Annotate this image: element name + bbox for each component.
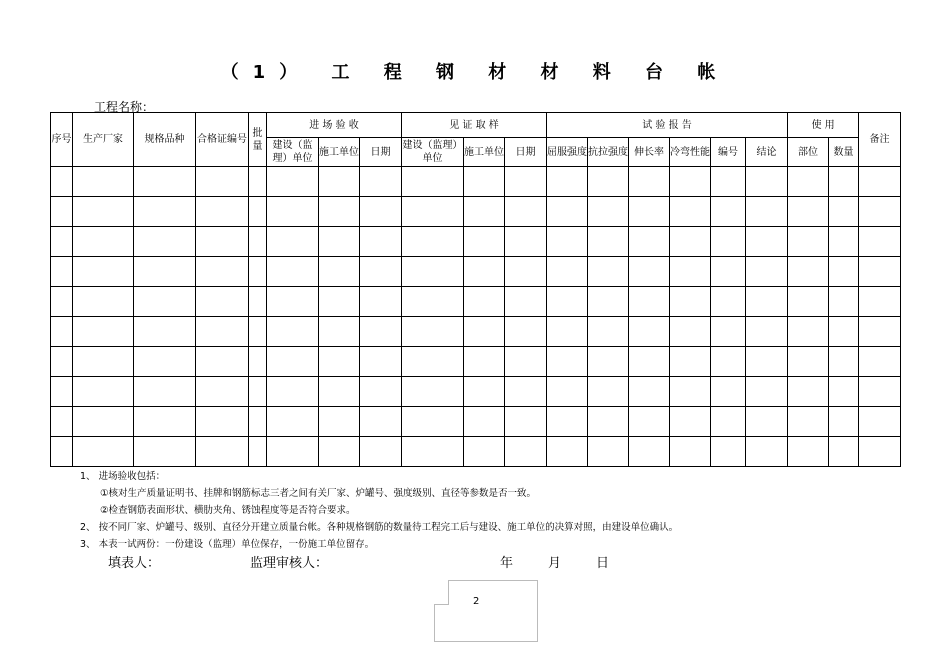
table-cell[interactable] bbox=[319, 377, 360, 407]
table-cell[interactable] bbox=[196, 347, 249, 377]
table-cell[interactable] bbox=[249, 377, 267, 407]
table-cell[interactable] bbox=[134, 287, 196, 317]
table-cell[interactable] bbox=[670, 287, 711, 317]
table-cell[interactable] bbox=[746, 377, 788, 407]
header-entry-date: 日期 bbox=[360, 138, 402, 167]
table-cell[interactable] bbox=[360, 257, 402, 287]
table-cell[interactable] bbox=[547, 197, 588, 227]
table-cell[interactable] bbox=[51, 197, 73, 227]
table-cell[interactable] bbox=[267, 377, 319, 407]
header-cold-bend: 冷弯性能 bbox=[670, 138, 711, 167]
table-cell[interactable] bbox=[464, 377, 505, 407]
table-cell[interactable] bbox=[711, 197, 746, 227]
table-cell[interactable] bbox=[196, 257, 249, 287]
table-cell[interactable] bbox=[859, 167, 901, 197]
table-cell[interactable] bbox=[196, 377, 249, 407]
table-cell[interactable] bbox=[588, 317, 629, 347]
filler-label: 填表人： bbox=[108, 556, 161, 571]
table-cell[interactable] bbox=[267, 437, 319, 467]
table-cell[interactable] bbox=[859, 377, 901, 407]
table-cell[interactable] bbox=[547, 257, 588, 287]
note-item: ①核对生产质量证明书、挂牌和钢筋标志三者之间有关厂家、炉罐号、强度级别、直径等参数是否一致。 bbox=[100, 488, 537, 499]
table-cell[interactable] bbox=[360, 377, 402, 407]
table-cell[interactable] bbox=[859, 287, 901, 317]
table-cell[interactable] bbox=[629, 167, 670, 197]
table-cell[interactable] bbox=[629, 437, 670, 467]
table-cell[interactable] bbox=[670, 257, 711, 287]
table-cell[interactable] bbox=[402, 437, 464, 467]
table-cell[interactable] bbox=[711, 167, 746, 197]
header-cert: 合格证编号 bbox=[196, 113, 249, 167]
table-cell[interactable] bbox=[505, 167, 547, 197]
table-cell[interactable] bbox=[196, 287, 249, 317]
table-cell[interactable] bbox=[73, 407, 134, 437]
table-row bbox=[51, 197, 901, 227]
table-cell[interactable] bbox=[670, 197, 711, 227]
ledger-body bbox=[51, 167, 901, 467]
table-cell[interactable] bbox=[788, 197, 829, 227]
table-cell[interactable] bbox=[360, 317, 402, 347]
table-cell[interactable] bbox=[829, 287, 859, 317]
month-label: 月 bbox=[548, 556, 562, 571]
table-cell[interactable] bbox=[51, 167, 73, 197]
table-cell[interactable] bbox=[670, 377, 711, 407]
table-cell[interactable] bbox=[464, 167, 505, 197]
note-item: 2、 按不同厂家、炉罐号、级别、直径分开建立质量台帐。各种规格钢筋的数量待工程完工后与建设、施工单位的决算对照，由建设单位确认。 bbox=[80, 522, 679, 533]
reviewer-label: 监理审核人： bbox=[250, 556, 329, 571]
table-cell[interactable] bbox=[788, 377, 829, 407]
table-cell[interactable] bbox=[746, 347, 788, 377]
header-usage-location: 部位 bbox=[788, 138, 829, 167]
table-cell[interactable] bbox=[588, 257, 629, 287]
table-cell[interactable] bbox=[51, 407, 73, 437]
table-cell[interactable] bbox=[711, 437, 746, 467]
table-cell[interactable] bbox=[196, 197, 249, 227]
table-cell[interactable] bbox=[547, 437, 588, 467]
page-number-box bbox=[434, 580, 538, 642]
table-row bbox=[51, 317, 901, 347]
table-cell[interactable] bbox=[588, 437, 629, 467]
header-yield-strength: 屈服强度 bbox=[547, 138, 588, 167]
table-cell[interactable] bbox=[505, 407, 547, 437]
table-cell[interactable] bbox=[746, 437, 788, 467]
header-usage-group: 使 用 bbox=[788, 113, 859, 138]
table-cell[interactable] bbox=[629, 287, 670, 317]
header-witness-supervisor: 建设（监理）单位 bbox=[402, 138, 464, 167]
table-cell[interactable] bbox=[829, 197, 859, 227]
page-title: （1） 工 程 钢 材 材 料 台 帐 bbox=[220, 62, 730, 83]
table-cell[interactable] bbox=[829, 407, 859, 437]
table-cell[interactable] bbox=[829, 347, 859, 377]
table-cell[interactable] bbox=[319, 287, 360, 317]
table-cell[interactable] bbox=[319, 347, 360, 377]
table-cell[interactable] bbox=[134, 167, 196, 197]
table-cell[interactable] bbox=[73, 347, 134, 377]
table-cell[interactable] bbox=[196, 317, 249, 347]
table-cell[interactable] bbox=[402, 287, 464, 317]
table-cell[interactable] bbox=[319, 437, 360, 467]
table-cell[interactable] bbox=[73, 287, 134, 317]
table-cell[interactable] bbox=[629, 197, 670, 227]
table-cell[interactable] bbox=[73, 197, 134, 227]
table-cell[interactable] bbox=[829, 227, 859, 257]
table-cell[interactable] bbox=[505, 257, 547, 287]
table-row bbox=[51, 227, 901, 257]
table-cell[interactable] bbox=[711, 317, 746, 347]
table-cell[interactable] bbox=[464, 437, 505, 467]
table-cell[interactable] bbox=[788, 167, 829, 197]
table-cell[interactable] bbox=[402, 407, 464, 437]
table-cell[interactable] bbox=[360, 287, 402, 317]
table-cell[interactable] bbox=[746, 287, 788, 317]
table-cell[interactable] bbox=[73, 437, 134, 467]
table-cell[interactable] bbox=[134, 257, 196, 287]
year-label: 年 bbox=[500, 556, 514, 571]
table-cell[interactable] bbox=[859, 437, 901, 467]
header-test-group: 试 验 报 告 bbox=[547, 113, 788, 138]
table-cell[interactable] bbox=[360, 347, 402, 377]
table-cell[interactable] bbox=[746, 257, 788, 287]
table-cell[interactable] bbox=[464, 287, 505, 317]
table-cell[interactable] bbox=[505, 317, 547, 347]
table-cell[interactable] bbox=[547, 407, 588, 437]
table-cell[interactable] bbox=[267, 347, 319, 377]
table-cell[interactable] bbox=[711, 257, 746, 287]
table-cell[interactable] bbox=[788, 287, 829, 317]
table-cell[interactable] bbox=[51, 257, 73, 287]
header-entry-contractor: 施工单位 bbox=[319, 138, 360, 167]
table-cell[interactable] bbox=[249, 197, 267, 227]
table-cell[interactable] bbox=[746, 197, 788, 227]
table-cell[interactable] bbox=[402, 347, 464, 377]
table-cell[interactable] bbox=[51, 347, 73, 377]
header-entry-supervisor: 建设（监理）单位 bbox=[267, 138, 319, 167]
table-cell[interactable] bbox=[588, 377, 629, 407]
header-usage-quantity: 数量 bbox=[829, 138, 859, 167]
table-row bbox=[51, 377, 901, 407]
table-cell[interactable] bbox=[319, 167, 360, 197]
table-cell[interactable] bbox=[829, 167, 859, 197]
table-cell[interactable] bbox=[505, 347, 547, 377]
header-report-number: 编号 bbox=[711, 138, 746, 167]
table-row bbox=[51, 407, 901, 437]
table-cell[interactable] bbox=[319, 317, 360, 347]
table-cell[interactable] bbox=[788, 227, 829, 257]
table-cell[interactable] bbox=[360, 227, 402, 257]
table-cell[interactable] bbox=[829, 377, 859, 407]
table-cell[interactable] bbox=[73, 167, 134, 197]
table-cell[interactable] bbox=[547, 377, 588, 407]
table-cell[interactable] bbox=[829, 437, 859, 467]
header-entry-group: 进 场 验 收 bbox=[267, 113, 402, 138]
table-row bbox=[51, 437, 901, 467]
table-cell[interactable] bbox=[464, 197, 505, 227]
table-cell[interactable] bbox=[547, 227, 588, 257]
table-row bbox=[51, 287, 901, 317]
table-cell[interactable] bbox=[249, 347, 267, 377]
table-cell[interactable] bbox=[319, 227, 360, 257]
table-cell[interactable] bbox=[629, 317, 670, 347]
table-cell[interactable] bbox=[505, 227, 547, 257]
table-cell[interactable] bbox=[746, 317, 788, 347]
table-cell[interactable] bbox=[402, 167, 464, 197]
table-cell[interactable] bbox=[267, 167, 319, 197]
table-cell[interactable] bbox=[670, 167, 711, 197]
table-cell[interactable] bbox=[464, 227, 505, 257]
table-cell[interactable] bbox=[859, 227, 901, 257]
table-cell[interactable] bbox=[402, 257, 464, 287]
table-cell[interactable] bbox=[670, 347, 711, 377]
note-item: 1、 进场验收包括： bbox=[80, 471, 166, 482]
table-row bbox=[51, 347, 901, 377]
table-cell[interactable] bbox=[629, 257, 670, 287]
table-cell[interactable] bbox=[588, 347, 629, 377]
table-cell[interactable] bbox=[588, 407, 629, 437]
table-cell[interactable] bbox=[360, 437, 402, 467]
table-cell[interactable] bbox=[711, 347, 746, 377]
table-cell[interactable] bbox=[464, 257, 505, 287]
table-row bbox=[51, 257, 901, 287]
table-cell[interactable] bbox=[629, 377, 670, 407]
table-cell[interactable] bbox=[196, 407, 249, 437]
header-witness-contractor: 施工单位 bbox=[464, 138, 505, 167]
note-item: 3、 本表一试两份：一份建设（监理）单位保存，一份施工单位留存。 bbox=[80, 539, 375, 550]
table-cell[interactable] bbox=[73, 377, 134, 407]
table-cell[interactable] bbox=[829, 317, 859, 347]
table-cell[interactable] bbox=[464, 347, 505, 377]
table-cell[interactable] bbox=[319, 407, 360, 437]
table-cell[interactable] bbox=[746, 407, 788, 437]
table-cell[interactable] bbox=[360, 167, 402, 197]
table-cell[interactable] bbox=[73, 317, 134, 347]
table-cell[interactable] bbox=[547, 287, 588, 317]
table-cell[interactable] bbox=[249, 257, 267, 287]
table-cell[interactable] bbox=[859, 407, 901, 437]
table-cell[interactable] bbox=[711, 227, 746, 257]
table-cell[interactable] bbox=[788, 347, 829, 377]
table-cell[interactable] bbox=[267, 287, 319, 317]
table-cell[interactable] bbox=[547, 347, 588, 377]
table-cell[interactable] bbox=[505, 197, 547, 227]
table-cell[interactable] bbox=[588, 287, 629, 317]
table-cell[interactable] bbox=[267, 317, 319, 347]
header-manufacturer: 生产厂家 bbox=[73, 113, 134, 167]
table-cell[interactable] bbox=[134, 317, 196, 347]
table-cell[interactable] bbox=[402, 227, 464, 257]
header-spec: 规格品种 bbox=[134, 113, 196, 167]
table-cell[interactable] bbox=[249, 407, 267, 437]
table-cell[interactable] bbox=[670, 317, 711, 347]
table-cell[interactable] bbox=[134, 437, 196, 467]
table-cell[interactable] bbox=[402, 317, 464, 347]
table-cell[interactable] bbox=[505, 287, 547, 317]
table-cell[interactable] bbox=[134, 407, 196, 437]
header-elongation: 伸长率 bbox=[629, 138, 670, 167]
table-cell[interactable] bbox=[629, 227, 670, 257]
day-label: 日 bbox=[596, 556, 610, 571]
table-cell[interactable] bbox=[402, 377, 464, 407]
table-cell[interactable] bbox=[196, 437, 249, 467]
table-cell[interactable] bbox=[670, 407, 711, 437]
page-box-notch bbox=[434, 580, 449, 605]
table-cell[interactable] bbox=[51, 227, 73, 257]
header-witness-group: 见 证 取 样 bbox=[402, 113, 547, 138]
table-cell[interactable] bbox=[267, 197, 319, 227]
table-cell[interactable] bbox=[319, 197, 360, 227]
table-cell[interactable] bbox=[51, 317, 73, 347]
table-cell[interactable] bbox=[588, 197, 629, 227]
header-seq: 序号 bbox=[51, 113, 73, 167]
table-row bbox=[51, 167, 901, 197]
table-cell[interactable] bbox=[788, 317, 829, 347]
table-cell[interactable] bbox=[711, 287, 746, 317]
table-cell[interactable] bbox=[547, 317, 588, 347]
table-cell[interactable] bbox=[746, 227, 788, 257]
table-cell[interactable] bbox=[267, 407, 319, 437]
table-cell[interactable] bbox=[249, 317, 267, 347]
project-name-label: 工程名称： bbox=[94, 100, 155, 114]
table-cell[interactable] bbox=[249, 287, 267, 317]
table-cell[interactable] bbox=[746, 167, 788, 197]
table-cell[interactable] bbox=[319, 257, 360, 287]
table-cell[interactable] bbox=[788, 407, 829, 437]
table-cell[interactable] bbox=[464, 407, 505, 437]
header-remark: 备注 bbox=[859, 113, 901, 167]
table-cell[interactable] bbox=[249, 167, 267, 197]
table-cell[interactable] bbox=[134, 347, 196, 377]
table-cell[interactable] bbox=[73, 227, 134, 257]
table-cell[interactable] bbox=[51, 287, 73, 317]
table-cell[interactable] bbox=[134, 377, 196, 407]
table-cell[interactable] bbox=[249, 437, 267, 467]
header-batch: 批量 bbox=[249, 113, 267, 167]
table-cell[interactable] bbox=[670, 437, 711, 467]
table-cell[interactable] bbox=[360, 407, 402, 437]
table-cell[interactable] bbox=[267, 257, 319, 287]
page-number: 2 bbox=[473, 596, 480, 607]
table-cell[interactable] bbox=[134, 227, 196, 257]
table-cell[interactable] bbox=[670, 227, 711, 257]
notes-section bbox=[80, 468, 678, 553]
table-cell[interactable] bbox=[360, 197, 402, 227]
table-cell[interactable] bbox=[711, 377, 746, 407]
table-cell[interactable] bbox=[196, 167, 249, 197]
table-cell[interactable] bbox=[267, 227, 319, 257]
table-cell[interactable] bbox=[629, 347, 670, 377]
table-cell[interactable] bbox=[859, 317, 901, 347]
table-cell[interactable] bbox=[402, 197, 464, 227]
table-cell[interactable] bbox=[588, 167, 629, 197]
table-cell[interactable] bbox=[547, 167, 588, 197]
table-cell[interactable] bbox=[711, 407, 746, 437]
table-cell[interactable] bbox=[51, 437, 73, 467]
header-conclusion: 结论 bbox=[746, 138, 788, 167]
table-cell[interactable] bbox=[134, 197, 196, 227]
table-cell[interactable] bbox=[629, 407, 670, 437]
table-cell[interactable] bbox=[829, 257, 859, 287]
table-cell[interactable] bbox=[505, 377, 547, 407]
table-cell[interactable] bbox=[859, 257, 901, 287]
table-cell[interactable] bbox=[51, 377, 73, 407]
header-tensile-strength: 抗拉强度 bbox=[588, 138, 629, 167]
table-cell[interactable] bbox=[788, 257, 829, 287]
table-cell[interactable] bbox=[249, 227, 267, 257]
table-cell[interactable] bbox=[788, 437, 829, 467]
table-cell[interactable] bbox=[859, 197, 901, 227]
steel-ledger-table bbox=[50, 112, 901, 467]
table-cell[interactable] bbox=[196, 227, 249, 257]
table-cell[interactable] bbox=[73, 257, 134, 287]
header-witness-date: 日期 bbox=[505, 138, 547, 167]
table-cell[interactable] bbox=[588, 227, 629, 257]
table-cell[interactable] bbox=[505, 437, 547, 467]
note-item: ②检查钢筋表面形状、横肋夹角、锈蚀程度等是否符合要求。 bbox=[100, 505, 356, 516]
table-cell[interactable] bbox=[859, 347, 901, 377]
table-cell[interactable] bbox=[464, 317, 505, 347]
